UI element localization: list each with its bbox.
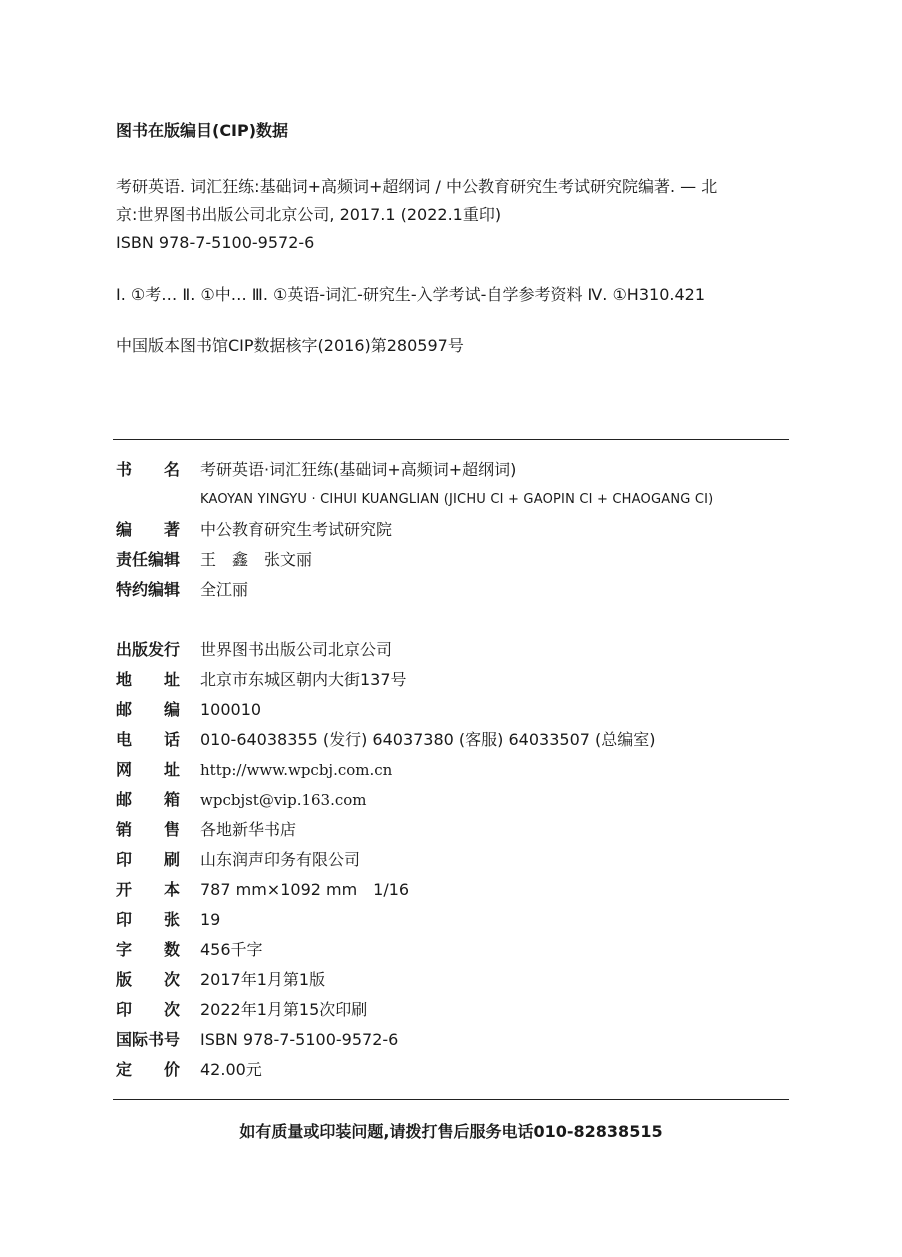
value-sheets: 19 xyxy=(200,910,221,929)
label-title: 书 名 xyxy=(116,460,181,479)
label-publisher: 出版发行 xyxy=(116,640,181,659)
label-website: 网 址 xyxy=(116,760,181,779)
value-postcode: 100010 xyxy=(200,700,262,719)
cip-description-line: 京:世界图书出版公司北京公司, 2017.1 (2022.1重印) xyxy=(116,205,502,224)
label-price: 定 价 xyxy=(116,1060,181,1079)
cip-classification: Ⅰ. ①考… Ⅱ. ①中… Ⅲ. ①英语-词汇-研究生-入学考试-自学参考资料 Ⅳ. ①H310.421 xyxy=(116,285,706,304)
value-title: 考研英语·词汇狂练(基础词+高频词+超纲词) xyxy=(200,460,517,479)
label-printer: 印 刷 xyxy=(116,850,181,869)
label-word-count: 字 数 xyxy=(116,940,181,959)
label-edition: 版 次 xyxy=(116,970,181,989)
value-word-count: 456千字 xyxy=(200,940,263,959)
value-isbn: ISBN 978-7-5100-9572-6 xyxy=(200,1030,399,1049)
label-format: 开 本 xyxy=(116,880,181,899)
label-phone: 电 话 xyxy=(116,730,181,749)
bottom-divider xyxy=(113,1099,789,1100)
value-editor: 王 鑫 张文丽 xyxy=(200,550,313,569)
value-address: 北京市东城区朝内大街137号 xyxy=(200,670,407,689)
label-sheets: 印 张 xyxy=(116,910,181,929)
value-phone: 010-64038355 (发行) 64037380 (客服) 64033507 (总编室) xyxy=(200,730,656,749)
after-sales-note: 如有质量或印装问题,请拨打售后服务电话010-82838515 xyxy=(239,1122,663,1141)
value-author: 中公教育研究生考试研究院 xyxy=(200,520,393,539)
value-format: 787 mm×1092 mm 1/16 xyxy=(200,880,410,899)
label-printing: 印 次 xyxy=(116,1000,181,1019)
label-postcode: 邮 编 xyxy=(116,700,181,719)
label-address: 地 址 xyxy=(116,670,181,689)
value-special-editor: 全江丽 xyxy=(200,580,249,599)
label-special-editor: 特约编辑 xyxy=(116,580,181,599)
value-sales: 各地新华书店 xyxy=(200,820,297,839)
cip-number: 中国版本图书馆CIP数据核字(2016)第280597号 xyxy=(116,336,464,355)
value-printer: 山东润声印务有限公司 xyxy=(200,850,361,869)
value-printing: 2022年1月第15次印刷 xyxy=(200,1000,368,1019)
label-editor: 责任编辑 xyxy=(116,550,181,569)
top-divider xyxy=(113,439,789,440)
label-author: 编 著 xyxy=(116,520,181,539)
value-email[interactable]: wpcbjst@vip.163.com xyxy=(200,791,367,809)
value-title-pinyin: KAOYAN YINGYU · CIHUI KUANGLIAN (JICHU CI + GAOPIN CI + CHAOGANG CI) xyxy=(200,492,714,507)
label-isbn: 国际书号 xyxy=(116,1030,181,1049)
value-edition: 2017年1月第1版 xyxy=(200,970,326,989)
label-sales: 销 售 xyxy=(116,820,181,839)
value-website[interactable]: http://www.wpcbj.com.cn xyxy=(200,761,393,779)
cip-heading: 图书在版编目(CIP)数据 xyxy=(116,121,289,140)
label-email: 邮 箱 xyxy=(116,790,181,809)
value-price: 42.00元 xyxy=(200,1060,262,1079)
value-publisher: 世界图书出版公司北京公司 xyxy=(200,640,393,659)
cip-description-line: ISBN 978-7-5100-9572-6 xyxy=(116,233,315,252)
cip-description-line: 考研英语. 词汇狂练:基础词+高频词+超纲词 / 中公教育研究生考试研究院编著. — 北 xyxy=(116,177,718,196)
